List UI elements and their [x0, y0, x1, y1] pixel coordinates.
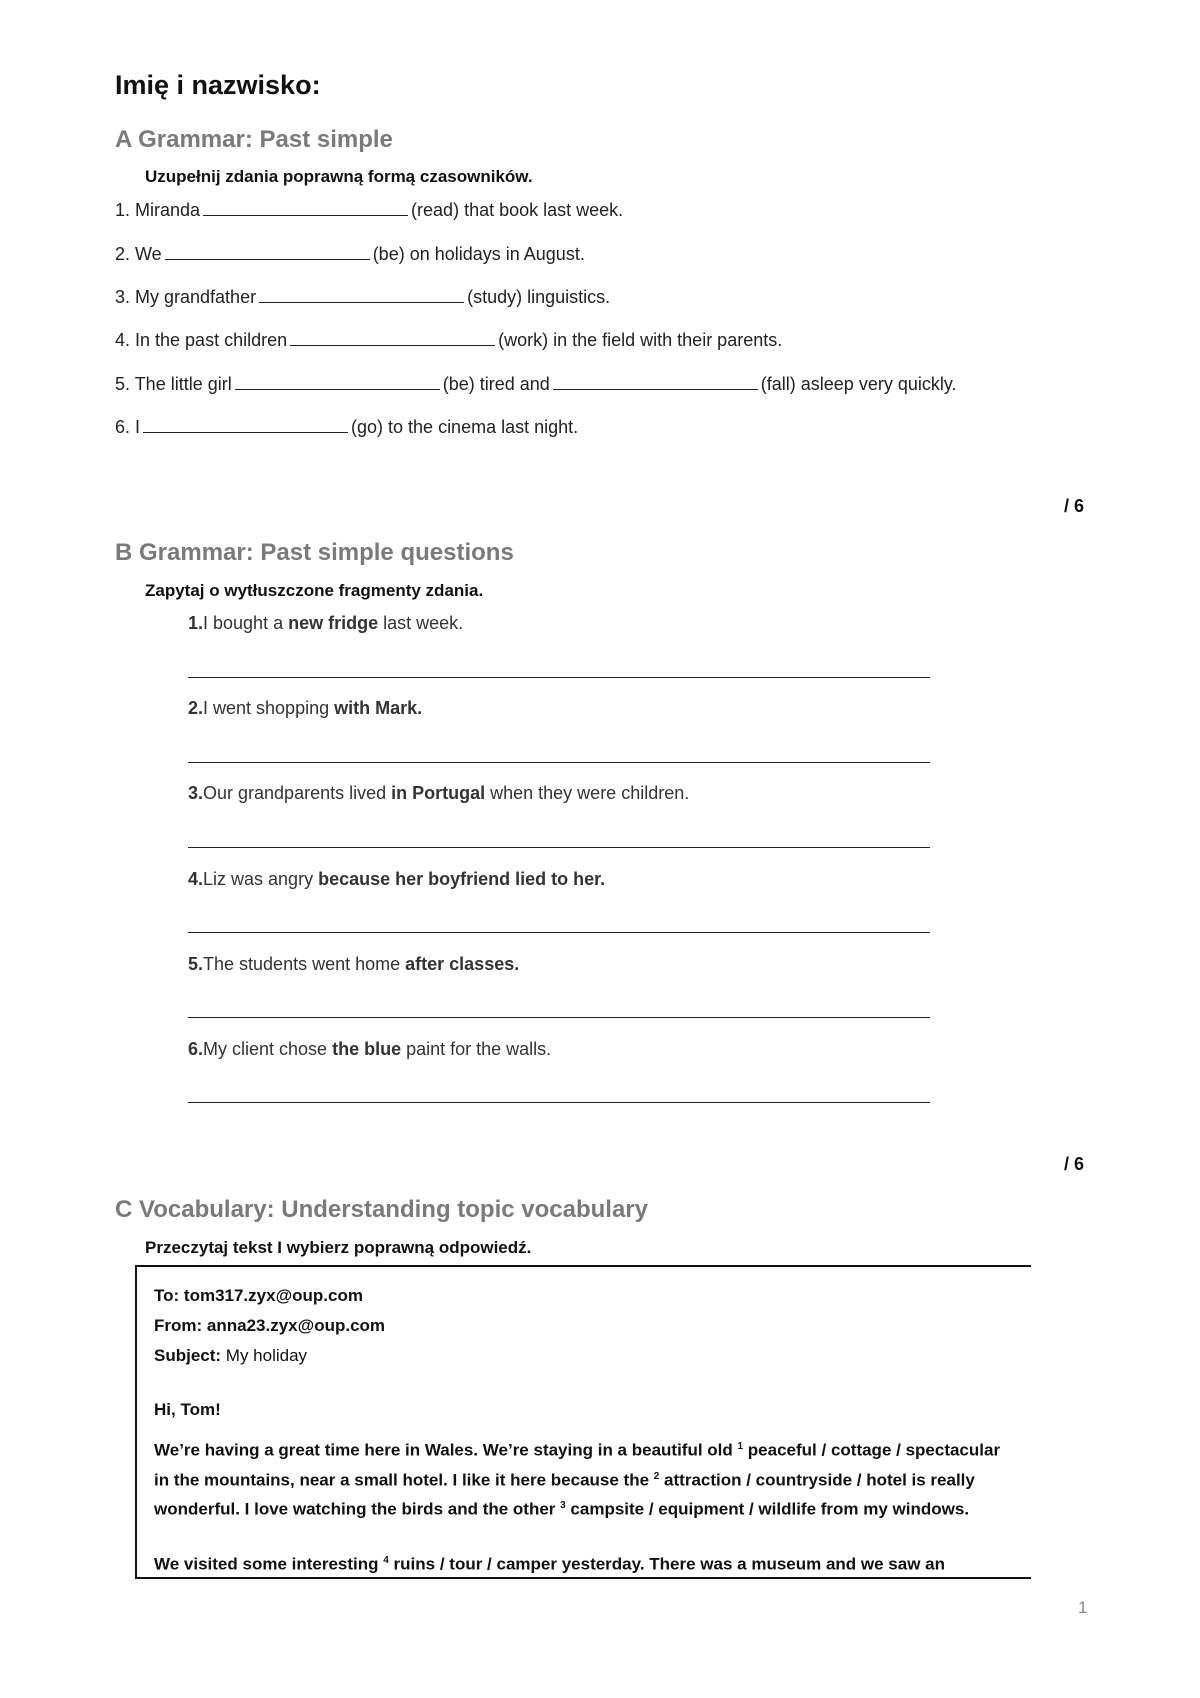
email-to: To: tom317.zyx@oup.com — [154, 1286, 363, 1305]
section-a-title: A Grammar: Past simple — [115, 126, 393, 153]
answer-line[interactable] — [188, 1102, 930, 1103]
name-label: Imię i nazwisko: — [115, 70, 321, 100]
answer-blank[interactable] — [235, 373, 440, 390]
section-a-item-2: 2. We (be) on holidays in August. — [115, 244, 585, 264]
email-paragraph-2: We visited some interesting $^4$ ruins / tour / camper yesterday. There was a museum and we saw an — [154, 1554, 945, 1574]
section-b-question-1: 1.I bought a new fridge last week. — [188, 613, 464, 633]
answer-blank[interactable] — [165, 243, 370, 260]
answer-blank[interactable] — [290, 329, 495, 346]
section-c-instruction: Przeczytaj tekst I wybierz poprawną odpowiedź. — [145, 1238, 532, 1257]
email-subject: Subject: My holiday — [154, 1346, 308, 1365]
section-b-instruction: Zapytaj o wytłuszczone fragmenty zdania. — [145, 581, 484, 600]
section-b-question-4: 4.Liz was angry because her boyfriend lied to her. — [188, 869, 606, 889]
answer-blank[interactable] — [553, 373, 758, 390]
email-paragraph-1: We’re having a great time here in Wales. We’re staying in a beautiful old $^1$ peaceful / cottage / spectacular in the mountains, near a small hotel. I like it here because the $^2$ attraction / countryside / hotel is really wonderful. I love watching the birds and the other $^3$ campsite / equipment / wildlife from my windows. — [154, 1440, 1001, 1519]
section-b-score: / 6 — [1064, 1154, 1085, 1174]
answer-line[interactable] — [188, 847, 930, 848]
page-number: 1 — [1078, 1598, 1088, 1617]
section-a-item-5: 5. The little girl (be) tired and (fall) asleep very quickly. — [115, 374, 957, 394]
answer-line[interactable] — [188, 677, 930, 678]
answer-blank[interactable] — [203, 199, 408, 216]
section-b-question-5: 5.The students went home after classes. — [188, 954, 520, 974]
email-from: From: anna23.zyx@oup.com — [154, 1316, 386, 1335]
section-b-question-3: 3.Our grandparents lived in Portugal when they were children. — [188, 783, 690, 803]
section-a-item-6: 6. I (go) to the cinema last night. — [115, 417, 579, 437]
section-c-title: C Vocabulary: Understanding topic vocabulary — [115, 1196, 648, 1223]
email-greeting: Hi, Tom! — [154, 1400, 221, 1419]
section-a-item-3: 3. My grandfather (study) linguistics. — [115, 287, 611, 307]
section-a-score: / 6 — [1064, 496, 1085, 516]
answer-blank[interactable] — [143, 416, 348, 433]
section-b-question-6: 6.My client chose the blue paint for the walls. — [188, 1039, 552, 1059]
answer-line[interactable] — [188, 1017, 930, 1018]
section-a-instruction: Uzupełnij zdania poprawną formą czasowników. — [145, 167, 533, 186]
answer-line[interactable] — [188, 932, 930, 933]
section-a-item-4: 4. In the past children (work) in the field with their parents. — [115, 330, 783, 350]
answer-blank[interactable] — [259, 286, 464, 303]
section-b-question-2: 2.I went shopping with Mark. — [188, 698, 423, 718]
section-b-title: B Grammar: Past simple questions — [115, 539, 514, 566]
answer-line[interactable] — [188, 762, 930, 763]
section-a-item-1: 1. Miranda (read) that book last week. — [115, 200, 624, 220]
email-box — [135, 1265, 1031, 1579]
